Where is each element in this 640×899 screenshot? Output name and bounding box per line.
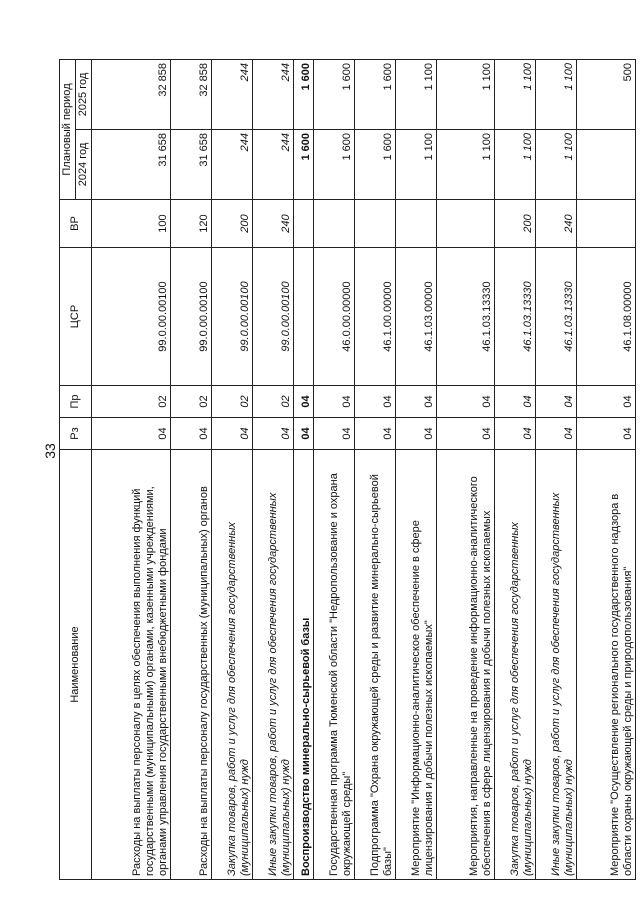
cell-name: Подпрограмма "Охрана окружающей среды и развитие минерально-сырьевой базы" — [354, 450, 395, 880]
cell-2025: 1 100 — [436, 60, 495, 130]
cell-vr — [436, 200, 495, 248]
cell-vr: 100 — [92, 200, 171, 248]
header-2025: 2025 год — [76, 60, 92, 130]
cell-csr — [293, 248, 313, 386]
cell-pr: 04 — [354, 386, 395, 418]
cell-csr: 46.1.03.13330 — [536, 248, 577, 386]
header-name: Наименование — [60, 450, 92, 880]
table-row — [536, 60, 577, 880]
cell-rz: 04 — [395, 418, 436, 450]
cell-2024: 1 100 — [395, 130, 436, 200]
cell-vr: 240 — [536, 200, 577, 248]
table-row — [395, 60, 436, 880]
cell-2025: 500 — [577, 60, 636, 130]
table-row — [314, 60, 355, 880]
cell-2024: 31 658 — [171, 130, 212, 200]
cell-pr: 02 — [171, 386, 212, 418]
cell-csr: 46.1.03.00000 — [395, 248, 436, 386]
cell-vr: 200 — [212, 200, 253, 248]
header-planning: Плановый период — [60, 60, 76, 200]
cell-rz: 04 — [536, 418, 577, 450]
cell-name: Государственная программа Тюменской области "Недропользование и охрана окружающей среды" — [314, 450, 355, 880]
table-row — [436, 60, 495, 880]
table-row — [495, 60, 536, 880]
table-row — [252, 60, 293, 880]
cell-name: Воспроизводство минерально-сырьевой базы — [293, 450, 313, 880]
cell-vr — [577, 200, 636, 248]
cell-csr: 46.1.08.00000 — [577, 248, 636, 386]
cell-name: Мероприятие "Осуществление регионального государственного надзора в области охраны окружающей среды и природопользования" — [577, 450, 636, 880]
cell-2025: 32 858 — [92, 60, 171, 130]
cell-rz: 04 — [495, 418, 536, 450]
cell-csr: 46.0.00.00000 — [314, 248, 355, 386]
cell-pr: 04 — [293, 386, 313, 418]
cell-2025: 244 — [212, 60, 253, 130]
table-row — [577, 60, 636, 880]
cell-vr — [354, 200, 395, 248]
cell-2024: 1 100 — [495, 130, 536, 200]
cell-name: Закупка товаров, работ и услуг для обеспечения государственных (муниципальных) нужд — [495, 450, 536, 880]
cell-rz: 04 — [354, 418, 395, 450]
table-row — [171, 60, 212, 880]
cell-name: Иные закупки товаров, работ и услуг для обеспечения государственных (муниципальных) нужд — [252, 450, 293, 880]
cell-2024: 244 — [252, 130, 293, 200]
cell-vr: 120 — [171, 200, 212, 248]
cell-2025: 1 100 — [495, 60, 536, 130]
page-number: 33 — [42, 443, 58, 459]
cell-csr: 99.0.00.00100 — [92, 248, 171, 386]
cell-rz: 04 — [171, 418, 212, 450]
cell-2024: 1 100 — [436, 130, 495, 200]
cell-2025: 244 — [252, 60, 293, 130]
cell-name: Закупка товаров, работ и услуг для обеспечения государственных (муниципальных) нужд — [212, 450, 253, 880]
cell-vr: 240 — [252, 200, 293, 248]
cell-2025: 32 858 — [171, 60, 212, 130]
cell-rz: 04 — [293, 418, 313, 450]
cell-vr — [395, 200, 436, 248]
header-pr: Пр — [60, 386, 92, 418]
header-vr: ВР — [60, 200, 92, 248]
cell-csr: 99.0.00.00100 — [171, 248, 212, 386]
cell-rz: 04 — [314, 418, 355, 450]
cell-pr: 04 — [536, 386, 577, 418]
cell-rz: 04 — [436, 418, 495, 450]
cell-rz: 04 — [212, 418, 253, 450]
header-2024: 2024 год — [76, 130, 92, 200]
cell-rz: 04 — [252, 418, 293, 450]
cell-2024: 1 600 — [314, 130, 355, 200]
cell-2024: 31 658 — [92, 130, 171, 200]
cell-vr — [293, 200, 313, 248]
cell-pr: 04 — [314, 386, 355, 418]
cell-2025: 1 100 — [536, 60, 577, 130]
table-row — [92, 60, 171, 880]
cell-2024: 1 600 — [293, 130, 313, 200]
cell-pr: 04 — [577, 386, 636, 418]
cell-name: Мероприятия, направленные на проведение информационно-аналитического обеспечения в сфере лицензирования и добычи полезных ископаемых — [436, 450, 495, 880]
table-row — [354, 60, 395, 880]
table-row — [212, 60, 253, 880]
cell-pr: 02 — [212, 386, 253, 418]
cell-2025: 1 100 — [395, 60, 436, 130]
cell-csr: 46.1.03.13330 — [436, 248, 495, 386]
header-csr: ЦСР — [60, 248, 92, 386]
cell-name: Расходы на выплаты персоналу в целях обеспечения выполнения функций государственными (муниципальными) органами, казенными учреждениями, органами управления государственными внебюджетными фондами — [92, 450, 171, 880]
cell-pr: 02 — [92, 386, 171, 418]
table-row — [293, 60, 313, 880]
budget-table — [59, 59, 636, 880]
cell-csr: 46.1.03.13330 — [495, 248, 536, 386]
cell-2024: 1 600 — [354, 130, 395, 200]
cell-pr: 04 — [495, 386, 536, 418]
cell-name: Расходы на выплаты персоналу государственных (муниципальных) органов — [171, 450, 212, 880]
cell-csr: 99.0.00.00100 — [212, 248, 253, 386]
cell-pr: 02 — [252, 386, 293, 418]
cell-pr: 04 — [436, 386, 495, 418]
cell-2024 — [577, 130, 636, 200]
cell-2025: 1 600 — [314, 60, 355, 130]
cell-csr: 99.0.00.00100 — [252, 248, 293, 386]
cell-2024: 1 100 — [536, 130, 577, 200]
header-rz: Рз — [60, 418, 92, 450]
cell-name: Мероприятие "Информационно-аналитическое обеспечение в сфере лицензирования и добычи полезных ископаемых" — [395, 450, 436, 880]
cell-vr: 200 — [495, 200, 536, 248]
cell-name: Иные закупки товаров, работ и услуг для обеспечения государственных (муниципальных) нужд — [536, 450, 577, 880]
cell-csr: 46.1.00.00000 — [354, 248, 395, 386]
cell-vr — [314, 200, 355, 248]
cell-rz: 04 — [577, 418, 636, 450]
cell-2025: 1 600 — [354, 60, 395, 130]
budget-table-rotated — [59, 60, 636, 880]
cell-2025: 1 600 — [293, 60, 313, 130]
cell-2024: 244 — [212, 130, 253, 200]
cell-pr: 04 — [395, 386, 436, 418]
cell-rz: 04 — [92, 418, 171, 450]
